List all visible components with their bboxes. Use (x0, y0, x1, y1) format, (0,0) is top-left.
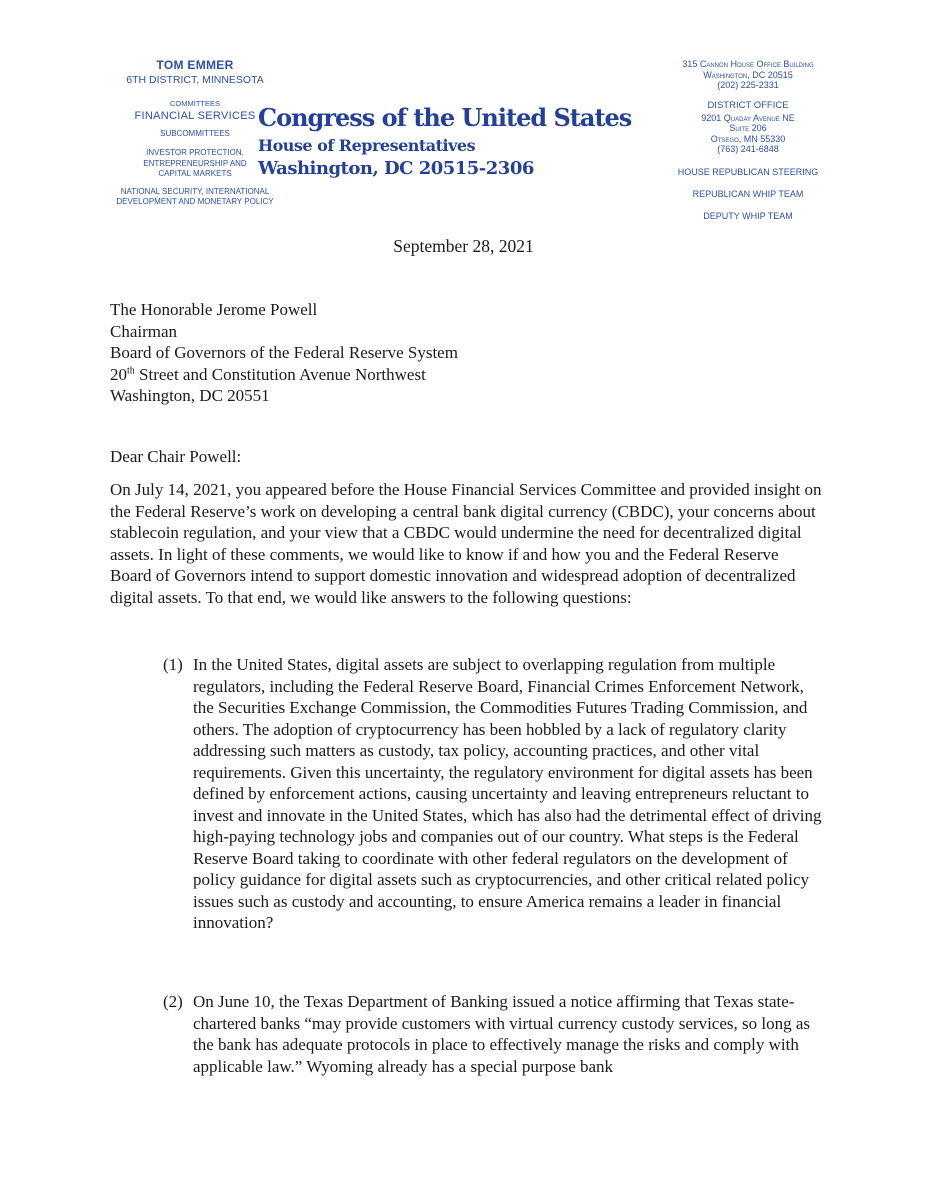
capitol-office-line: 315 Cannon House Office Building (682, 59, 814, 69)
role-deputy-whip-team: DEPUTY WHIP TEAM (703, 210, 793, 221)
recipient-name: The Honorable Jerome Powell (110, 300, 318, 319)
letter-date: September 28, 2021 (393, 236, 534, 256)
recipient-street-line (110, 364, 710, 386)
masthead-title: Congress of the United States (258, 103, 632, 132)
subcommittee-line: INVESTOR PROTECTION, (146, 148, 244, 157)
committees-label: COMMITTEES (170, 99, 220, 108)
letterhead-right (636, 59, 860, 221)
district-office-address (636, 113, 860, 155)
subcommittee-line: CAPITAL MARKETS (158, 169, 232, 178)
subcommittee-line: DEVELOPMENT AND MONETARY POLICY (116, 197, 274, 206)
subcommittee-line: NATIONAL SECURITY, INTERNATIONAL (120, 186, 270, 196)
district-office-line: Otsego, MN 55330 (710, 133, 786, 144)
district-office-line: Suite 206 (729, 123, 767, 133)
letterhead-masthead (258, 104, 668, 180)
question-number: (1) (163, 655, 183, 674)
member-district: 6TH DISTRICT, MINNESOTA (126, 74, 264, 86)
capitol-office-phone: (202) 225-2331 (717, 80, 779, 90)
recipient-address-block (110, 299, 710, 407)
role-republican-whip-team: REPUBLICAN WHIP TEAM (692, 188, 804, 199)
district-office-line: 9201 Quaday Avenue NE (701, 112, 795, 123)
capitol-office-line: Washington, DC 20515 (703, 69, 793, 80)
recipient-title: Chairman (110, 321, 178, 341)
district-office-phone: (763) 241-6848 (717, 144, 779, 154)
subcommittee-line: ENTREPRENEURSHIP AND (143, 158, 247, 168)
salutation: Dear Chair Powell: (110, 447, 242, 466)
question-text: In the United States, digital assets are subject to overlapping regulation from multiple regulators, including the Federal Reserve Board, Financial Crimes Enforcement Network, the Securities Exchange Commission, the Commodities Futures Trading Commission, and others. The adoption of cryptocurrency has been hobbled by a lack of regulatory clarity addressing such matters as custody, tax policy, accounting practices, and other vital requirements. Given this uncertainty, the regulatory environment for digital assets has been defined by enforcement actions, causing uncertainty and leaving entrepreneurs reluctant to invest and innovate in the United States, which has also had the detrimental effect of driving high-paying technology jobs and companies out of our country. What steps is the Federal Reserve Board taking to coordinate with other federal regulators on the development of policy guidance for digital assets such as cryptocurrencies, and other critical related policy issues such as custody and accounting, to ensure America remains a leader in financial innovation? (193, 655, 822, 932)
member-name: TOM EMMER (156, 58, 234, 72)
question-number: (2) (163, 992, 183, 1011)
opening-paragraph: On July 14, 2021, you appeared before the House Financial Services Committee and provided insight on the Federal Reserve’s work on developing a central bank digital currency (CBDC), your concerns about stablecoin regulation, and your view that a CBDC would undermine the need for decentralized digital assets. In light of these comments, we would like to know if and how you and the Federal Reserve Board of Governors intend to support domestic innovation and widespread adoption of decentralized digital assets. To that end, we would like answers to the following questions: (110, 480, 822, 607)
recipient-organization: Board of Governors of the Federal Reserve System (110, 343, 458, 362)
question-item-2 (163, 991, 823, 1077)
masthead-address: Washington, DC 20515-2306 (258, 158, 534, 179)
district-office-label: DISTRICT OFFICE (707, 99, 789, 111)
street-ordinal: th (127, 364, 135, 376)
street-number: 20 (110, 364, 127, 384)
question-text: On June 10, the Texas Department of Banking issued a notice affirming that Texas state-chartered banks “may provide customers with virtual currency custody services, so long as the bank has adequate protocols in place to effectively manage the risks and comply with applicable law.” Wyoming already has a special purpose bank (193, 992, 811, 1076)
street-rest: Street and Constitution Avenue Northwest (134, 364, 426, 384)
masthead-subtitle: House of Representatives (258, 136, 476, 155)
committee-financial-services: FINANCIAL SERVICES (134, 110, 256, 122)
capitol-office-address (636, 59, 860, 91)
role-house-republican-steering: HOUSE REPUBLICAN STEERING (677, 166, 819, 177)
question-item-1 (163, 654, 823, 934)
subcommittees-label: SUBCOMMITTEES (160, 129, 230, 138)
subcommittee-national-security (83, 187, 307, 208)
recipient-city-line: Washington, DC 20551 (110, 386, 270, 405)
